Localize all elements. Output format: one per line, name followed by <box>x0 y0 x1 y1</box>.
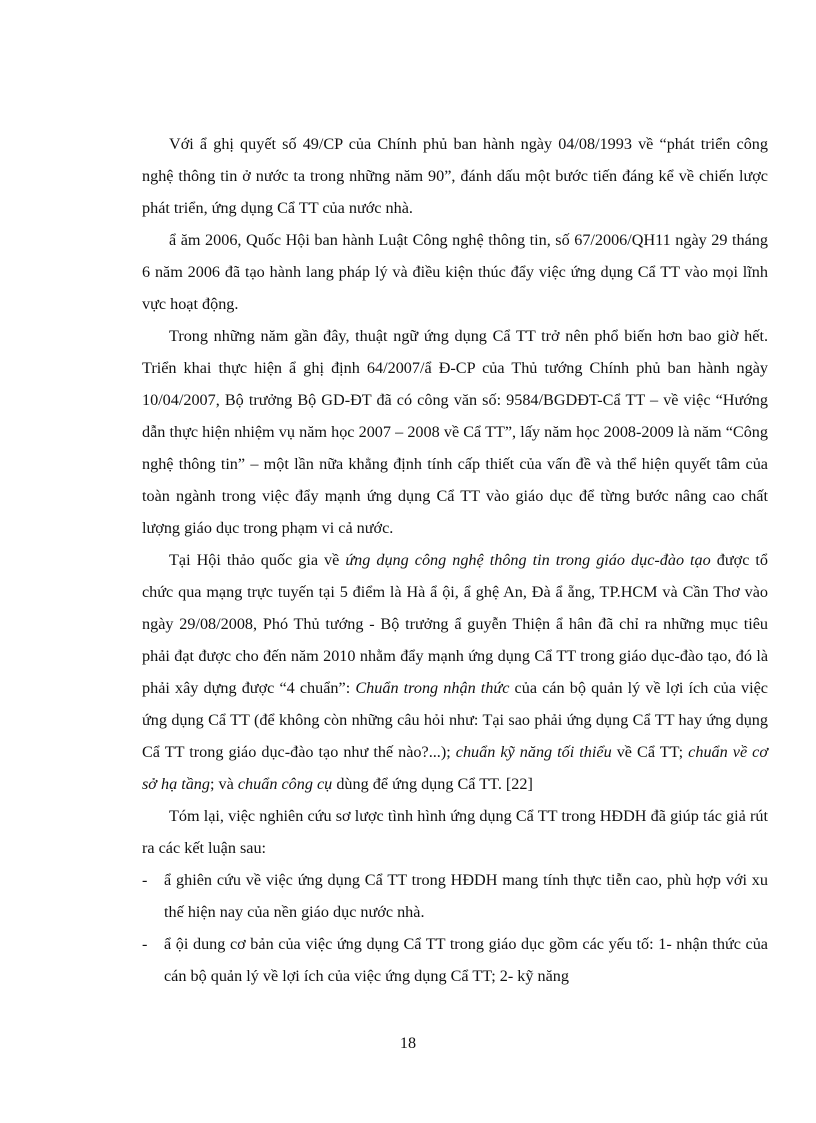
text-run: về Cẩ TT; <box>611 743 689 761</box>
paragraph: Tóm lại, việc nghiên cứu sơ lược tình hình ứng dụng Cẩ TT trong HĐDH đã giúp tác giả rút ra các kết luận sau: <box>142 807 768 857</box>
italic-run: ứng dụng công nghệ thông tin trong giáo dục-đào tạo <box>345 551 711 569</box>
text-run: được tổ chức qua mạng trực tuyến tại 5 điểm là Hà ẩ ội, ẩ ghệ An, Đà ẩ ẵng, TP.HCM và Cần Thơ vào ngày 29/08/2008, Phó Thủ tướng - Bộ trưởng ẩ guyễn Thiện ẩ hân đã chỉ ra những mục tiêu phải đạt được cho đến năm 2010 nhằm đẩy mạnh ứng dụng Cẩ TT trong giáo dục-đào tạo, đó là phải xây dựng được “4 chuẩn”: <box>142 551 768 697</box>
italic-run: chuẩn công cụ <box>237 775 333 793</box>
italic-run: Chuẩn trong nhận thức <box>355 679 510 697</box>
text-run: dùng để ứng dụng Cẩ TT. [22] <box>332 775 533 793</box>
italic-run: chuẩn kỹ năng tối thiểu <box>455 743 612 761</box>
bullet-dash: - <box>142 935 148 953</box>
text-run: Tại Hội thảo quốc gia về <box>169 551 346 569</box>
bullet-item <box>142 928 768 992</box>
paragraph: ẩ ăm 2006, Quốc Hội ban hành Luật Công nghệ thông tin, số 67/2006/QH11 ngày 29 tháng 6 năm 2006 đã tạo hành lang pháp lý và điều kiện thúc đẩy việc ứng dụng Cẩ TT vào mọi lĩnh vực hoạt động. <box>142 231 768 313</box>
paragraph: Trong những năm gần đây, thuật ngữ ứng dụng Cẩ TT trở nên phổ biến hơn bao giờ hết. Triển khai thực hiện ẩ ghị định 64/2007/ẩ Đ-CP của Thủ tướng Chính phủ ban hành ngày 10/04/2007, Bộ trưởng Bộ GD-ĐT đã có công văn số: 9584/BGDĐT-Cẩ TT – về việc “Hướng dẫn thực hiện nhiệm vụ năm học 2007 – 2008 về Cẩ TT”, lấy năm học 2008-2009 là năm “Công nghệ thông tin” – một lần nữa khẳng định tính cấp thiết của vấn đề và thể hiện quyết tâm của toàn ngành trong việc đẩy mạnh ứng dụng Cẩ TT vào giáo dục để từng bước nâng cao chất lượng giáo dục trong phạm vi cả nước. <box>142 327 768 537</box>
bullet-text: ẩ ghiên cứu về việc ứng dụng Cẩ TT trong HĐDH mang tính thực tiễn cao, phù hợp với xu thế hiện nay của nền giáo dục nước nhà. <box>164 871 768 921</box>
bullet-item <box>142 864 768 928</box>
paragraph: Với ẩ ghị quyết số 49/CP của Chính phủ ban hành ngày 04/08/1993 về “phát triển công nghệ thông tin ở nước ta trong những năm 90”, đánh dấu một bước tiến đáng kể về chiến lược phát triển, ứng dụng Cẩ TT của nước nhà. <box>142 135 768 217</box>
bullet-dash: - <box>142 871 148 889</box>
page-number: 18 <box>399 1034 417 1052</box>
bullet-text: ẩ ội dung cơ bản của việc ứng dụng Cẩ TT trong giáo dục gồm các yếu tố: 1- nhận thức của cán bộ quản lý về lợi ích của việc ứng dụng Cẩ TT; 2- kỹ năng <box>164 935 768 985</box>
text-run: ; và <box>210 775 238 793</box>
italic-run: chuẩn về cơ sở hạ tầng <box>142 743 768 793</box>
text-run: của cán bộ quản lý về lợi ích của việc ứng dụng Cẩ TT (để không còn những câu hỏi như: Tại sao phải ứng dụng Cẩ TT hay ứng dụng Cẩ TT trong giáo dục-đào tạo như thế nào?...); <box>142 679 768 761</box>
paragraph <box>142 544 768 800</box>
body-text <box>142 128 768 992</box>
